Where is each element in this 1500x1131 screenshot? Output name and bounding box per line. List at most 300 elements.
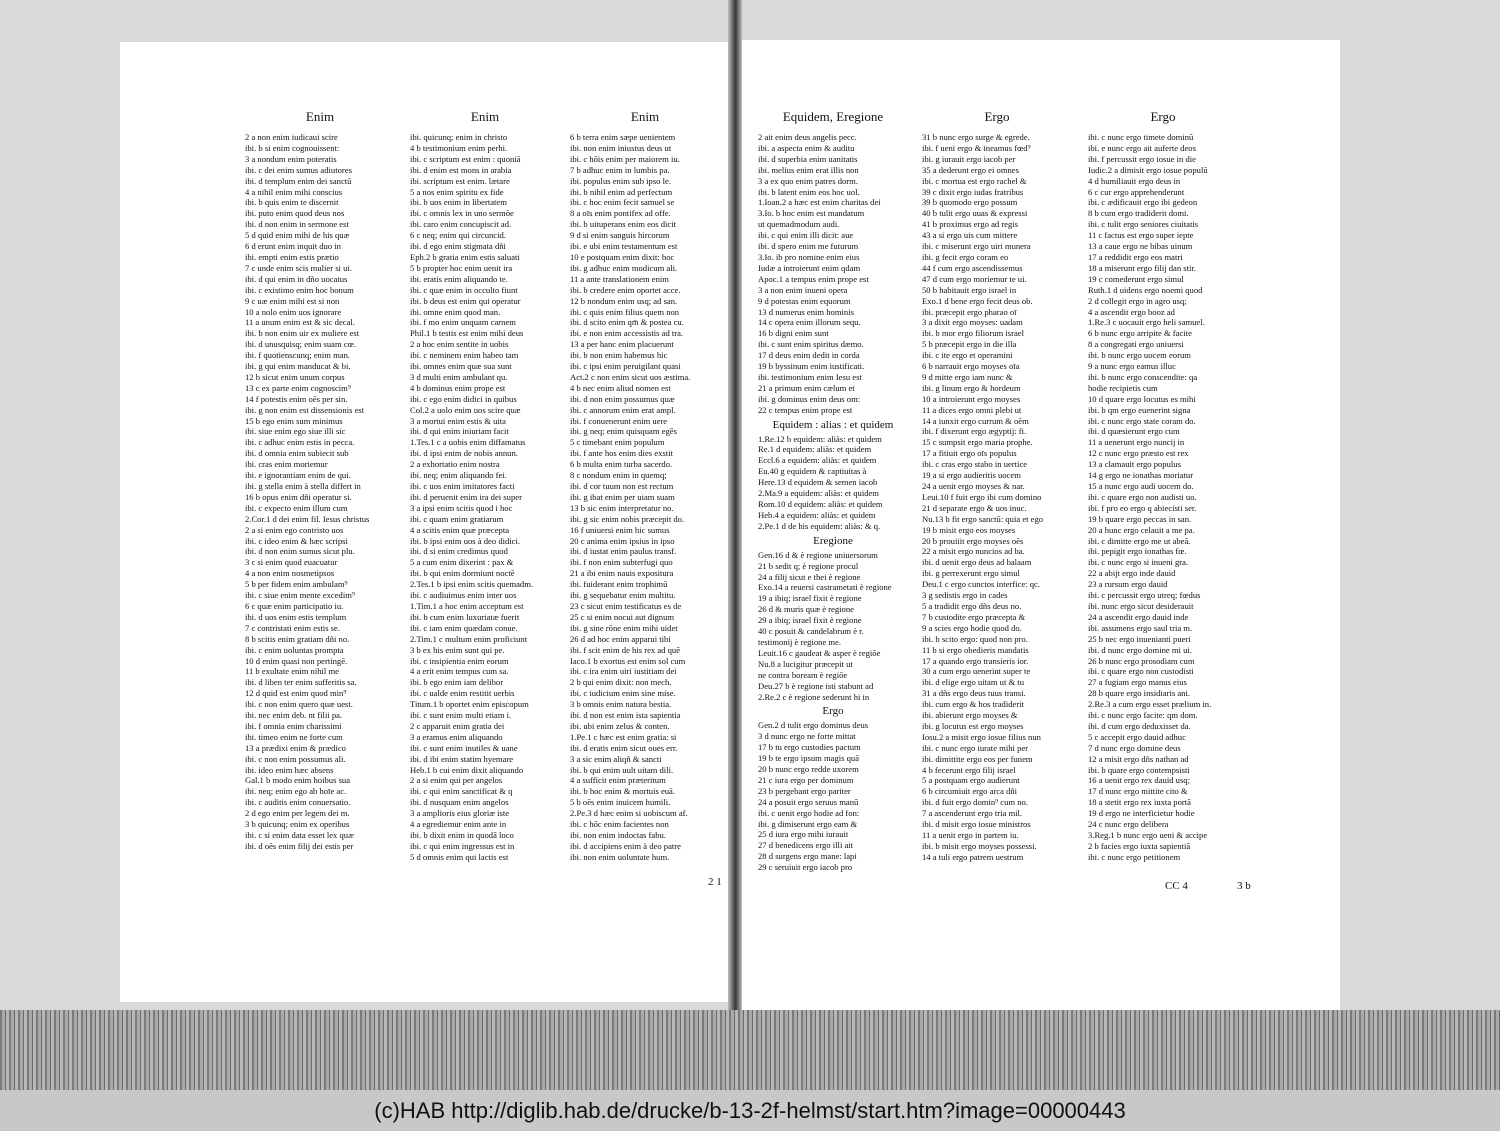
index-entry: ibi. c insipientia enim eorum	[410, 655, 509, 666]
index-entry: ibi. g fecit ergo coram eo	[922, 251, 1009, 262]
index-entry: 26 d ad hoc enim apparui tibi	[570, 633, 671, 644]
index-entry: ibi. cum ergo & hos tradiderit	[922, 699, 1024, 710]
index-entry: 10 a introierunt ergo moyses	[922, 393, 1021, 404]
index-entry: 19 d ergo ne interficietur hodie	[1088, 808, 1195, 819]
index-entry: 20 b prouiiit ergo moyses oēs	[922, 535, 1024, 546]
index-entry: 13 a clamauit ergo populus	[1088, 459, 1181, 470]
index-entry: ibi. d eratis enim sicut oues err.	[570, 742, 678, 753]
index-entry: ibi. b uos enim in libertatem	[410, 197, 507, 208]
index-entry: 22 a misit ergo nuncios ad ba.	[922, 546, 1025, 557]
index-entry: 24 c nunc ergo delibera	[1088, 819, 1169, 830]
index-entry: ibi. d qui enim in dño uocatus	[245, 273, 348, 284]
column-heading: Equidem, Eregione	[782, 109, 884, 124]
index-entry: Eph.2 b gratia enim estis saluati	[410, 251, 520, 262]
index-entry: ibi. c mortua est ergo rachel &	[922, 175, 1027, 186]
index-entry: ibi. d oēs enim filij dei estis per	[245, 840, 354, 851]
index-entry: 7 b adhuc enim in lumbis pa.	[570, 164, 670, 175]
index-entry: ibi. nunc ergo sicut desiderauit	[1088, 600, 1194, 611]
index-entry: 2.Re.3 a cum ergo esset prælium in.	[1088, 699, 1212, 710]
left-column-1	[245, 108, 395, 852]
index-entry: 9 a scies ergo hodie quod do.	[922, 622, 1022, 633]
index-entry: 5 a postquam ergo audierunt	[922, 775, 1020, 786]
index-entry: 24 a posuit ergo seruus manū	[758, 796, 859, 807]
index-entry: 19 b te ergo ipsum magis quā	[758, 753, 860, 764]
index-entry: 20 c anima enim ipsius in ipso	[570, 535, 675, 546]
index-entry: 16 a uenit ergo rex dauid usq;	[1088, 775, 1190, 786]
index-entry: 29 a ibiq; israel fixit è regione	[758, 615, 862, 626]
index-entry: ibi. d non enim in sermone est	[245, 219, 349, 230]
index-entry: ibi. timeo enim ne forte cum	[245, 731, 343, 742]
index-entry: ibi. c quis enim filius quem non	[570, 306, 680, 317]
index-entry: ibi. f quotienscunq; enim man.	[245, 350, 351, 361]
index-entry: ibi. neq; enim ego ab hoīe ac.	[245, 786, 347, 797]
index-entry: ibi. c iudicium enim sine mise.	[570, 688, 676, 699]
index-entry: 4 a scitis enim quæ præcepta	[410, 524, 510, 535]
index-entry: 4 b testimonium enim perhi.	[410, 142, 508, 153]
index-entry: ibi. d unusquisq; enim suam cœ.	[245, 339, 356, 350]
index-entry: 17 a quando ergo transieris ior.	[922, 655, 1029, 666]
index-entry: 14 a iunxit ergo currum & oēm	[922, 415, 1029, 426]
index-entry: ibi. e ubi enim testamentum est	[570, 241, 678, 252]
index-entry: 2 ait enim deus angelis pecc.	[758, 132, 857, 142]
column-heading: Enim	[305, 109, 335, 124]
index-entry: ibi. b scito ergo: quod non pro.	[922, 633, 1028, 644]
index-entry: ibi. omnes enim quæ sua sunt	[410, 361, 512, 372]
index-entry: ibi. d ipsi enim de nobis annun.	[410, 448, 518, 459]
index-entry: 2.Tim.1 c multum enim proficiunt	[410, 633, 528, 644]
index-entry: 3 d nunc ergo ne forte mittat	[758, 731, 856, 742]
index-entry: 5 b oēs enim inuicem humili.	[570, 797, 671, 808]
index-entry: 31 a dñs ergo deus tuus transi.	[922, 688, 1026, 699]
index-entry: ibi. omne enim quod man.	[410, 306, 501, 317]
index-entry: 18 a miserunt ergo filij dan stir.	[1088, 262, 1196, 273]
index-entry: 11 a dices ergo omni plebi ut	[922, 404, 1022, 415]
index-entry: ibi. melius enim erat illis non	[758, 164, 859, 175]
index-entry: ibi. assumens ergo saul tria m.	[1088, 622, 1193, 633]
index-entry: ibi. c quare ergo non custodisti	[1088, 666, 1194, 677]
index-entry: ibi. f ueni ergo & ineamus fœd⁹	[922, 142, 1031, 153]
index-entry: 8 a congregati ergo uniuersi	[1088, 339, 1184, 350]
index-entry: 17 d nunc ergo mittite cito &	[1088, 786, 1188, 797]
index-entry: ibi. c ideo enim & hæc scripsi	[245, 535, 348, 546]
index-entry: ibi. d si enim credimus quod	[410, 546, 508, 557]
index-entry: 3 d multi enim ambulant qu.	[410, 371, 508, 382]
index-entry: ibi. c hoc enim fecit samuel se	[570, 197, 675, 208]
index-entry: ibi. f non enim subterfugi quo	[570, 557, 673, 568]
index-entry: 5 a cum enim dixerint : pax &	[410, 557, 514, 568]
index-entry: hodie recipietis cum	[1088, 382, 1158, 393]
index-entry: 2 a non enim iudicaui scire	[245, 132, 338, 142]
index-entry: 2 d ego enim per legem dei m.	[245, 808, 350, 819]
index-entry: ibi. c annorum enim erat ampl.	[570, 404, 676, 415]
index-entry: 26 b nunc ergo prosodiam cum	[1088, 655, 1195, 666]
index-entry: ibi. c ite ergo et operamini	[922, 350, 1013, 361]
index-entry: 3 a mortui enim estis & uita	[410, 415, 506, 426]
index-entry: 10 a nolo enim uos ignorare	[245, 306, 342, 317]
index-entry: ibi. non enim uoluntate hum.	[570, 851, 670, 862]
index-entry: ibi. c nunc ergo state coram do.	[1088, 415, 1196, 426]
index-entry: ibi. d qui enim iniuriam facit	[410, 426, 509, 437]
index-entry: 6 b nunc ergo arripite & facite	[1088, 328, 1192, 339]
index-entry: ibi. c non enim possumus ali.	[245, 753, 346, 764]
index-entry: ibi. d misit ergo iosue ministros	[922, 819, 1031, 830]
index-entry: ibi. e nunc ergo ait auferte deos	[1088, 142, 1196, 153]
index-entry: Iaco.1 b exortus est enim sol cum	[570, 655, 686, 666]
index-entry: 25 d iura ergo mihi iurauit	[758, 829, 849, 840]
index-entry: Phil.1 b testis est enim mihi deus	[410, 328, 524, 339]
index-entry: 1.Pe.1 c hæc est enim gratia: si	[570, 731, 677, 742]
section-subheading: Eregione	[813, 534, 853, 547]
index-entry: ibi. g sequebatur enim multitu.	[570, 590, 676, 601]
index-entry: ibi. testimonium enim Iesu est	[758, 371, 862, 382]
index-entry: 9 d si enim sanguis hircorum	[570, 230, 670, 241]
index-entry: ibi. g iurauit ergo iacob per	[922, 153, 1016, 164]
index-entry: Heb.4 a equidem: aliàs: et quidem	[758, 509, 876, 520]
index-entry: ibi. c miserunt ergo uiri munera	[922, 241, 1031, 252]
index-entry: ibi. puto enim quod deus nos	[245, 208, 345, 219]
index-entry: Exo.14 a reuersi castrametati è regione	[758, 582, 892, 593]
index-entry: ibi. b quis enim te discernit	[245, 197, 339, 208]
index-entry: ibi. c adhuc enim estis in pecca.	[245, 437, 355, 448]
index-entry: ibi. d non enim possumus quæ	[570, 393, 675, 404]
index-entry: ibi. abierunt ergo moyses &	[922, 710, 1018, 721]
left-column-3	[570, 108, 720, 863]
index-entry: 8 b cum ergo tradiderit domi.	[1088, 208, 1189, 219]
index-entry: 2 c apparuit enim gratia dei	[410, 720, 505, 731]
index-entry: ibi. c qui enim sanctificat & q	[410, 786, 513, 797]
index-entry: ibi. f ante hos enim dies exstit	[570, 448, 673, 459]
index-entry: 7 b custodite ergo præcepta &	[922, 611, 1026, 622]
index-entry: 3 a amplioris eius gloriæ iste	[410, 808, 510, 819]
index-entry: 19 b quare ergo peccas in san.	[1088, 513, 1192, 524]
index-entry: 44 f cum ergo ascendissemus	[922, 262, 1023, 273]
index-entry: 23 a rursum ergo dauid	[1088, 579, 1168, 590]
index-entry: 28 b quare ergo insidiaris ani.	[1088, 688, 1190, 699]
index-entry: 2 b qui enim dixit: non mech.	[570, 677, 672, 688]
index-entry: ibi. f dixerunt ergo ægyptij: fi.	[922, 426, 1027, 437]
index-entry: 2.Pe.1 d de his equidem: aliàs: & q.	[758, 520, 881, 531]
index-entry: ibi. nec enim deb. nt filii pa.	[245, 710, 343, 721]
index-entry: ibi. c sunt enim inutiles & uane	[410, 742, 518, 753]
index-entry: ibi. b ipsi enim uos à deo didici.	[410, 535, 521, 546]
right-column-2	[922, 108, 1072, 863]
index-entry: ibi. d cum ergo deduxisset da.	[1088, 720, 1191, 731]
index-entry: 2 b facies ergo iuxta sapientiā	[1088, 840, 1191, 851]
index-entry: ibi. g non enim est dissensionis est	[245, 404, 365, 415]
index-entry: ibi. g linum ergo & hordeum	[922, 382, 1021, 393]
index-entry: ibi. d ibi enim statim hyemare	[410, 753, 514, 764]
index-entry: 41 b proximus ergo ad regis	[922, 219, 1019, 230]
index-entry: 11 c factus est ergo super iepte	[1088, 230, 1194, 241]
right-column-1	[758, 108, 908, 873]
index-entry: Gen.16 d & è regione uniuersorum	[758, 549, 878, 560]
index-entry: 28 d surgens ergo mane: lapi	[758, 851, 857, 862]
index-entry: 17 a fitiuit ergo oīs populus	[922, 448, 1017, 459]
index-entry: 9 d mitte ergo iam nunc &	[922, 371, 1013, 382]
index-entry: 13 c ex parte enim cognoscim⁹	[245, 382, 351, 393]
index-entry: ibi. f mo enim unquam carnem	[410, 317, 516, 328]
index-entry: 12 b nondum enim usq; ad san.	[570, 295, 678, 306]
index-entry: ibi. c iam enim quædam conue.	[410, 622, 518, 633]
index-entry: ibi. c nunc ergo timete dominū	[1088, 132, 1194, 142]
index-entry: ibi. d fuit ergo domin⁹ cum no.	[922, 797, 1028, 808]
index-entry: 17 a reddidit ergo eos matri	[1088, 251, 1183, 262]
index-entry: 4 a erit enim tempus cum sa.	[410, 666, 509, 677]
index-entry: 3 b ex his enim sunt qui pe.	[410, 644, 505, 655]
index-entry: 2.Re.2 c è regione sederunt hi in	[758, 691, 870, 702]
index-entry: 6 d erunt enim inquit duo in	[245, 241, 341, 252]
index-entry: 21 b sedit q; è regione procul	[758, 560, 859, 571]
index-entry: 30 a cum ergo uenerint super te	[922, 666, 1031, 677]
index-entry: 6 c cur ergo apprehenderunt	[1088, 186, 1185, 197]
index-entry: 2 d collegit ergo in agro usq;	[1088, 295, 1187, 306]
index-entry: ibi. c existimo enim hoc bonum	[245, 284, 354, 295]
index-entry: 15 c sumpsit ergo maria prophe.	[922, 437, 1033, 448]
index-entry: ibi. d non enim sumus sicut plu.	[245, 546, 355, 557]
index-entry: 2.Ma.9 a equidem: aliàs: et quidem	[758, 488, 879, 499]
index-entry: 18 a stetit ergo rex iuxta portā	[1088, 797, 1191, 808]
index-entry: 11 a uenerunt ergo nuncij in	[1088, 437, 1185, 448]
index-entry: ibi. pepigit ergo ionathas fœ.	[1088, 546, 1187, 557]
index-entry: ibi. c quare ergo non audisti uo.	[1088, 491, 1197, 502]
index-entry: ibi. d uenit ergo deus ad balaam	[922, 557, 1032, 568]
index-entry: Nu.13 b fit ergo sanctū: quia et ego	[922, 513, 1044, 524]
index-entry: ibi. c expecto enim illum cum	[245, 502, 348, 513]
index-entry: ibi. b ego enim iam delibor	[410, 677, 504, 688]
index-entry: ibi. g ibat enim per uiam suam	[570, 491, 675, 502]
index-entry: ibi. c ipsi enim peruigilant quasi	[570, 361, 681, 372]
index-entry: ibi. c cras ergo stabo in uertice	[922, 459, 1028, 470]
index-entry: ibi. f omnia enim charissimi	[245, 720, 342, 731]
index-entry: 4 b fecerunt ergo filij israel	[922, 764, 1016, 775]
index-entry: 4 d humiliauit ergo deus in	[1088, 175, 1181, 186]
index-entry: ibi. b cum enim luxuriatæ fuerit	[410, 611, 520, 622]
right-page-mark: 3 b	[1237, 880, 1251, 892]
index-entry: ibi. b deus est enim qui operatur	[410, 295, 521, 306]
index-entry: 11 b exultate enim nihil me	[245, 666, 339, 677]
index-entry: Exo.1 d bene ergo fecit deus ob.	[922, 295, 1033, 306]
index-entry: ibi. c non enim quero quæ uest.	[245, 699, 353, 710]
index-entry: ibi. d templum enim dei sanctū	[245, 175, 352, 186]
index-entry: 3.Io. ib pro nomine enim eius	[758, 251, 860, 262]
index-entry: 12 a misit ergo dñs nathan ad	[1088, 753, 1189, 764]
index-entry: ibi. d enim est mons in arabia	[410, 164, 512, 175]
index-entry: ibi. g stella enim à stella differt in	[245, 481, 361, 491]
index-entry: ibi. populus enim sub ipso le.	[570, 175, 671, 186]
index-entry: ibi. c nunc ergo petitionem	[1088, 851, 1181, 862]
index-entry: Eccl.6 a equidem: aliàs: et quidem	[758, 455, 877, 466]
index-entry: ibi. a aspecta enim & auditu	[758, 142, 855, 153]
index-entry: Act.2 c non enim sicut uos æstima.	[570, 371, 691, 382]
index-entry: ibi. b quare ergo contempsisti	[1088, 764, 1190, 775]
index-entry: 25 c si enim nocui aut dignum	[570, 611, 675, 622]
index-entry: ibi. d ego enim stigmata dñi	[410, 241, 506, 252]
index-entry: 5 b per fidem enim ambulam⁹	[245, 579, 348, 590]
left-column-2	[410, 108, 560, 863]
index-entry: Nu.8 a lucigitur præcepit ut	[758, 658, 853, 669]
index-entry: 19 b misit ergo eos moyses	[922, 524, 1016, 535]
index-entry: Iosu.2 a misit ergo iosue filius nun	[922, 731, 1041, 742]
index-entry: 3 a nondum enim poteratis	[245, 153, 337, 164]
index-entry: Gal.1 b modo enim hoibus sua	[245, 775, 351, 786]
index-entry: ibi. b hoc enim & mortuis euā.	[570, 786, 676, 797]
index-entry: ibi. d elige ergo uitam ut & tu	[922, 677, 1024, 688]
index-entry: 31 b nunc ergo surge & egrede.	[922, 132, 1030, 142]
index-entry: ibi. caro enim concupiscit ad.	[410, 219, 512, 230]
column-heading: Ergo	[1150, 109, 1176, 124]
index-entry: ibi. b misit ergo moyses possessi.	[922, 840, 1037, 851]
index-entry: 27 a fugiam ergo manus eius	[1088, 677, 1187, 688]
index-entry: ibi. c ego enim didici in quibus	[410, 393, 517, 404]
index-entry: 13 d numerus enim hominis	[758, 306, 854, 317]
index-entry: 3 a sic enim aliqñ & sancti	[570, 753, 662, 764]
index-entry: 12 b sicut enim unum corpus	[245, 371, 345, 382]
index-entry: ibi. g dimiserunt ergo eam &	[758, 818, 858, 829]
index-entry: testimonij è regione me.	[758, 636, 842, 647]
index-entry: ibi. b qui enim dormiunt noctē	[410, 568, 515, 579]
index-entry: 13 b sic enim interpretatur no.	[570, 502, 674, 513]
index-entry: ibi. f percussit ergo iosue in die	[1088, 153, 1196, 164]
index-entry: ibi. d uos enim estis templum	[245, 611, 347, 622]
index-entry: ibi. g neq; enim quisquam egēs	[570, 426, 677, 437]
index-entry: 50 b habitauit ergo israel in	[922, 284, 1017, 295]
index-entry: 3.Io. b hoc enim est mandatum	[758, 208, 865, 219]
index-entry: Leuit.16 c gaudeat & asper è regiōe	[758, 647, 881, 658]
index-entry: ibi. c uenit ergo hodie ad fon:	[758, 807, 860, 818]
index-entry: 16 f uniuersi enim hic sumus	[570, 524, 670, 535]
index-entry: ibi. b uituperans enim eos dicit	[570, 219, 676, 230]
index-entry: ibi. b dixit enim in quodā loco	[410, 830, 514, 840]
index-entry: 6 b terra enim sæpe uenientem	[570, 132, 676, 142]
index-entry: 14 c opera enim illorum sequ.	[758, 317, 861, 328]
index-entry: 5 b propter hoc enim uenit ira	[410, 262, 513, 273]
index-entry: Col.2 a uolo enim uos scire quæ	[410, 404, 521, 415]
index-entry: 39 b quomodo ergo possum	[922, 197, 1018, 208]
index-entry: ibi. c qui enim ingressus est in	[410, 840, 515, 851]
index-entry: ibi. c tulit ergo seniores ciuitatis	[1088, 219, 1199, 230]
index-entry: 11 a unum enim est & sic decal.	[245, 317, 355, 328]
index-entry: ibi. b qm ergo euenerint signa	[1088, 404, 1191, 415]
left-page-mark: 2 1	[708, 876, 722, 888]
index-entry: 12 d quid est enim quod min⁹	[245, 688, 347, 699]
index-entry: 17 d deus enim dedit in corda	[758, 350, 860, 361]
index-entry: Gen.2 d tulit ergo dominus deus	[758, 720, 869, 731]
index-entry: 3 a ipsi enim scitis quod i hoc	[410, 502, 513, 513]
index-entry: ibi. g perrexerunt ergo simul	[922, 568, 1020, 579]
index-entry: 19 b byssinum enim iustificati.	[758, 361, 865, 372]
index-entry: Iudæ a introierunt enim qdam	[758, 262, 861, 273]
index-entry: ibi. siue enim ego siue illi sic	[245, 426, 346, 437]
index-entry: 1.Tes.1 c a uobis enim diffamatus	[410, 437, 526, 448]
index-entry: ibi. g qui enim manducat & bi.	[245, 361, 351, 372]
index-entry: ibi. scriptum est enim. lætare	[410, 175, 510, 186]
index-entry: 8 c nondum enim in quemq;	[570, 470, 667, 481]
index-entry: ibi. c nunc ergo facite: qm dom.	[1088, 710, 1198, 721]
index-entry: 16 b digni enim sunt	[758, 328, 829, 339]
index-entry: 15 b ego enim sum minimus	[245, 415, 343, 426]
index-entry: Here.13 d equidem & semen iacob	[758, 477, 878, 488]
index-entry: 2.Tes.1 b ipsi enim scitis quemadm.	[410, 579, 534, 590]
index-entry: ibi. c dimitte ergo me ut abeā.	[1088, 535, 1191, 546]
index-entry: Re.1 d equidem: aliàs: et quidem	[758, 444, 872, 455]
index-entry: 7 d nunc ergo domine deus	[1088, 742, 1181, 753]
index-entry: ibi. d cor tuum non est rectum	[570, 481, 674, 491]
index-entry: 21 c iura ergo per dominum	[758, 774, 854, 785]
index-entry: 25 b nec ergo inuenianti pueri	[1088, 633, 1191, 644]
index-entry: 9 d potestas enim equorum	[758, 295, 851, 306]
right-column-3	[1088, 108, 1238, 863]
index-entry: ibi. d spero enim me futurum	[758, 241, 859, 252]
index-entry: ibi. eratis enim aliquando te.	[410, 273, 508, 284]
index-entry: 2.Cor.1 d dei enim fil. Iesus christus	[245, 513, 370, 524]
index-entry: 3 g sedistis ergo in cades	[922, 590, 1008, 601]
index-entry: 5 d omnis enim qui lactis est	[410, 851, 509, 862]
index-entry: 26 d & muris quæ è regione	[758, 604, 854, 615]
index-entry: ibi. c siue enim mente excedim⁹	[245, 590, 355, 601]
index-entry: ibi. d liben ter enim sufferitis sa.	[245, 677, 357, 688]
index-entry: 21 d separate ergo & uos inuc.	[922, 502, 1027, 513]
index-entry: ibi. c dei enim sumus adiutores	[245, 164, 352, 175]
index-entry: 3 b quicunq; enim ex operibus	[245, 819, 350, 830]
index-entry: ibi. c neminem enim habeo tam	[410, 350, 519, 361]
index-entry: Leui.10 f fuit ergo ibi cum domino	[922, 491, 1042, 502]
index-entry: ibi. c quam enim gratiarum	[410, 513, 504, 524]
index-entry: 29 c seruiuit ergo iacob pro	[758, 862, 853, 873]
index-entry: ibi. c hōis enim per maiorem iu.	[570, 153, 680, 164]
index-entry: 9 c uæ enim mihi est si non	[245, 295, 340, 306]
index-entry: 11 a ante translationem enim	[570, 273, 669, 284]
index-entry: ibi. d scito enim qm̄ & postea cu.	[570, 317, 684, 328]
index-entry: ibi. c percussit ergo utreq; fœdus	[1088, 590, 1201, 601]
index-entry: ibi. b si enim cognouissent:	[245, 142, 340, 153]
index-entry: 5 a tradidit ergo dñs deus no.	[922, 600, 1022, 611]
index-entry: 1.Tim.1 a hoc enim acceptum est	[410, 600, 524, 611]
index-entry: 40 c posuit & candelabrum è r.	[758, 626, 864, 637]
index-entry: 5 a nos enim spiritu ex fide	[410, 186, 504, 197]
index-entry: 13 a caue ergo ne bibas uinum	[1088, 241, 1193, 252]
index-entry: ibi. f conuenerunt enim uere	[570, 415, 668, 426]
index-entry: ibi. c scriptum est enim : quoniā	[410, 153, 521, 164]
index-entry: 15 a nunc ergo audi uocem do.	[1088, 481, 1194, 491]
index-entry: ibi. empti enim estis prætio	[245, 251, 339, 262]
index-entry: 7 c contristati enim estis se.	[245, 622, 340, 633]
index-entry: 1.Re.3 c uocauit ergo heli samuel.	[1088, 317, 1205, 328]
index-entry: 20 b nunc ergo redde uxorem	[758, 764, 859, 775]
index-entry: 16 b opus enim dñi operatur si.	[245, 491, 352, 502]
index-entry: ibi. b latent enim eos hoc uol.	[758, 186, 860, 197]
index-entry: 27 d benedicens ergo illi ait	[758, 840, 854, 851]
index-entry: 14 g ergo ne ionathas moriatur	[1088, 470, 1194, 481]
index-entry: 7 a ascenderunt ergo tria mil.	[922, 808, 1023, 819]
index-entry: ibi. c si enim data esset lex quæ	[245, 830, 354, 840]
index-entry: ibi. f scit enim de his rex ad quē	[570, 644, 681, 655]
index-entry: ibi. e non enim accessistis ad tra.	[570, 328, 684, 339]
index-entry: ibi. c audiuimus enim inter uos	[410, 590, 517, 601]
index-entry: Titum.1 b oportet enim episcopum	[410, 699, 529, 710]
index-entry: 19 c comederunt ergo simul	[1088, 273, 1184, 284]
index-entry: ibi. c ualde enim restitit uerbis	[410, 688, 515, 699]
section-subheading: Equidem : alias : et quidem	[772, 418, 894, 431]
index-entry: 5 d quid enim mihi de his quæ	[245, 230, 350, 241]
index-entry: 24 a ascendit ergo dauid inde	[1088, 611, 1189, 622]
index-entry: 40 b tulit ergo uuas & expressi	[922, 208, 1028, 219]
scan-bottom-edge	[0, 1010, 1500, 1090]
index-entry: ut quemadmodum audi.	[758, 219, 840, 230]
index-entry: ibi. c sunt enim spiritus dæmo.	[758, 339, 864, 350]
index-entry: 24 a uenit ergo moyses & nar.	[922, 481, 1025, 491]
index-entry: 6 b circumiuit ergo arca dñi	[922, 786, 1018, 797]
book-gutter	[728, 0, 742, 1020]
